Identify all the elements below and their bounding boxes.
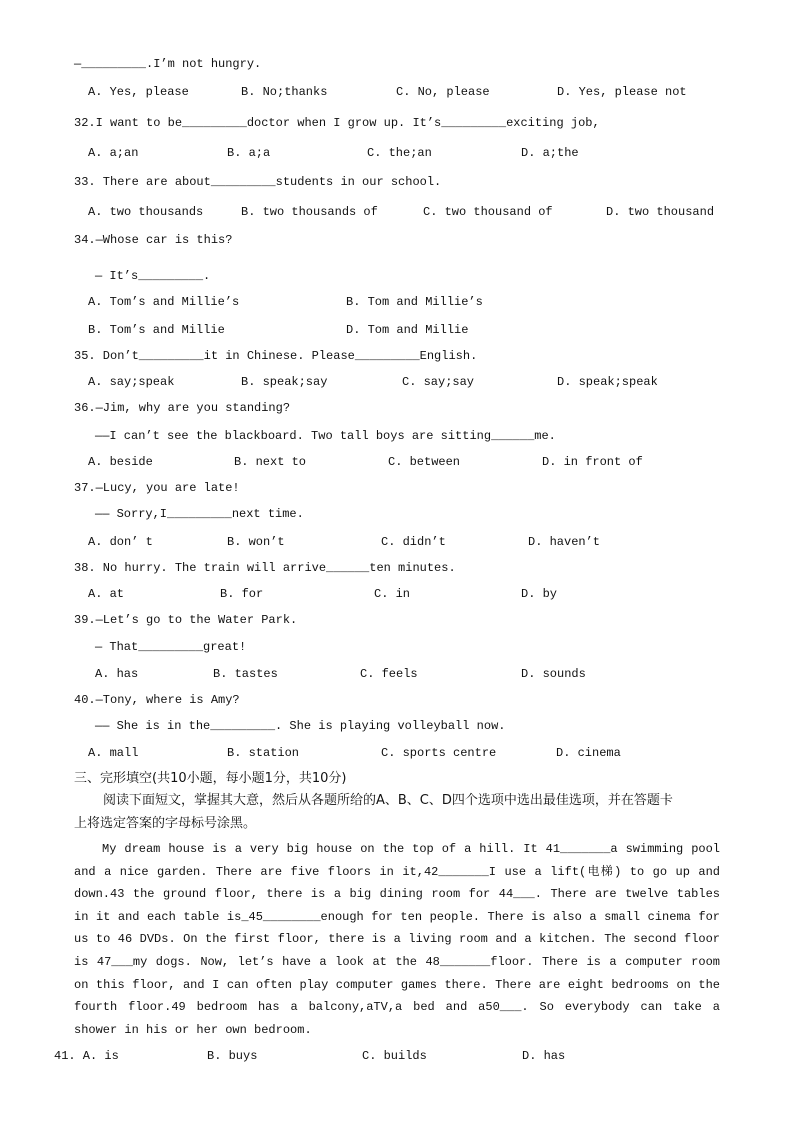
q33-stem: 33. There are about_________students in our school. [74, 175, 442, 189]
q36-reply: ——I can’t see the blackboard. Two tall boys are sitting______me. [95, 429, 556, 443]
q32-stem: 32.I want to be_________doctor when I grow up. It’s_________exciting job, [74, 116, 600, 130]
option-a: A. beside [88, 455, 153, 469]
q35-stem: 35. Don’t_________it in Chinese. Please_________English. [74, 349, 478, 363]
option-c: C. builds [362, 1049, 427, 1063]
option-d: D. in front of [542, 455, 643, 469]
q39-stem: 39.—Let’s go to the Water Park. [74, 613, 298, 627]
section-instruction: 阅读下面短文，掌握其大意，然后从各题所给的A、B、C、D四个选项中选出最佳选项，并在答题卡 [103, 793, 673, 808]
option-a: A. at [88, 587, 125, 601]
option-b: B. tastes [213, 667, 278, 681]
option-c: C. didn’t [381, 535, 446, 549]
option-c: C. feels [360, 667, 418, 681]
q40-stem: 40.—Tony, where is Amy? [74, 693, 240, 707]
option-b: B. for [220, 587, 264, 601]
option-d: D. Yes, please not [557, 85, 687, 99]
option-c: C. in [374, 587, 411, 601]
option-d: D. has [522, 1049, 566, 1063]
option-d: D. haven’t [528, 535, 601, 549]
option-d: D. cinema [556, 746, 621, 760]
option-b: B. speak;say [241, 375, 328, 389]
q37-reply: —— Sorry,I_________next time. [95, 507, 304, 521]
section-title: 三、完形填空(共10小题，每小题1分，共10分) [74, 771, 347, 786]
option-a: A. Yes, please [88, 85, 189, 99]
option-d: D. two thousand [606, 205, 715, 219]
option-d: D. speak;speak [557, 375, 658, 389]
option-d: D. by [521, 587, 558, 601]
option-d: D. sounds [521, 667, 586, 681]
cloze-passage: My dream house is a very big house on the top of a hill. It 41_______a swimming pool and a nice garden. There are five floors in it,42_______I use a lift(电梯) to go up and down.43 the ground floor, there is a big dining room for 44___. There are twelve tables in it and each table is_45________enough for ten people. There is also a small cinema for us to 46 DVDs. On the first floor, there is a living room and a kitchen. The second floor is 47___my dogs. Now, let’s have a look at the 48_______floor. There is a computer room on this floor, and I can often play computer games there. There are eight bedrooms on the fourth floor.49 bedroom has a balcony,aTV,a bed and a50___. So everybody can take a shower in his or her own bedroom. [74, 842, 720, 1037]
option-b: B. a;a [227, 146, 271, 160]
section-instruction-cont: 上将选定答案的字母标号涂黑。 [74, 816, 257, 831]
option-b: B. Tom and Millie’s [346, 295, 483, 309]
option-a: A. two thousands [88, 205, 204, 219]
option-a: A. has [95, 667, 139, 681]
option-a: A. mall [88, 746, 139, 760]
option-c: C. two thousand of [423, 205, 553, 219]
q38-stem: 38. No hurry. The train will arrive______ten minutes. [74, 561, 456, 575]
option-a: A. say;speak [88, 375, 175, 389]
option-d: D. Tom and Millie [346, 323, 469, 337]
q34-stem: 34.—Whose car is this? [74, 233, 233, 247]
option-a: 41. A. is [54, 1049, 119, 1063]
q40-reply: —— She is in the_________. She is playing volleyball now. [95, 719, 506, 733]
option-b: B. won’t [227, 535, 285, 549]
option-c: C. sports centre [381, 746, 497, 760]
option-c: C. No, please [396, 85, 490, 99]
option-b: B. next to [234, 455, 307, 469]
option-c: C. the;an [367, 146, 432, 160]
option-d: D. a;the [521, 146, 579, 160]
option-a: A. Tom’s and Millie’s [88, 295, 240, 309]
option-b: B. buys [207, 1049, 258, 1063]
option-c: C. between [388, 455, 461, 469]
q39-reply: — That_________great! [95, 640, 247, 654]
option-a: A. a;an [88, 146, 139, 160]
option-b: B. No;thanks [241, 85, 328, 99]
option-b: B. Tom’s and Millie [88, 323, 225, 337]
q34-reply: — It’s_________. [95, 269, 211, 283]
option-b: B. station [227, 746, 300, 760]
option-a: A. don’ t [88, 535, 153, 549]
q31-stem: —_________.I’m not hungry. [74, 57, 262, 71]
option-c: C. say;say [402, 375, 475, 389]
q36-stem: 36.—Jim, why are you standing? [74, 401, 291, 415]
option-b: B. two thousands of [241, 205, 378, 219]
q37-stem: 37.—Lucy, you are late! [74, 481, 240, 495]
